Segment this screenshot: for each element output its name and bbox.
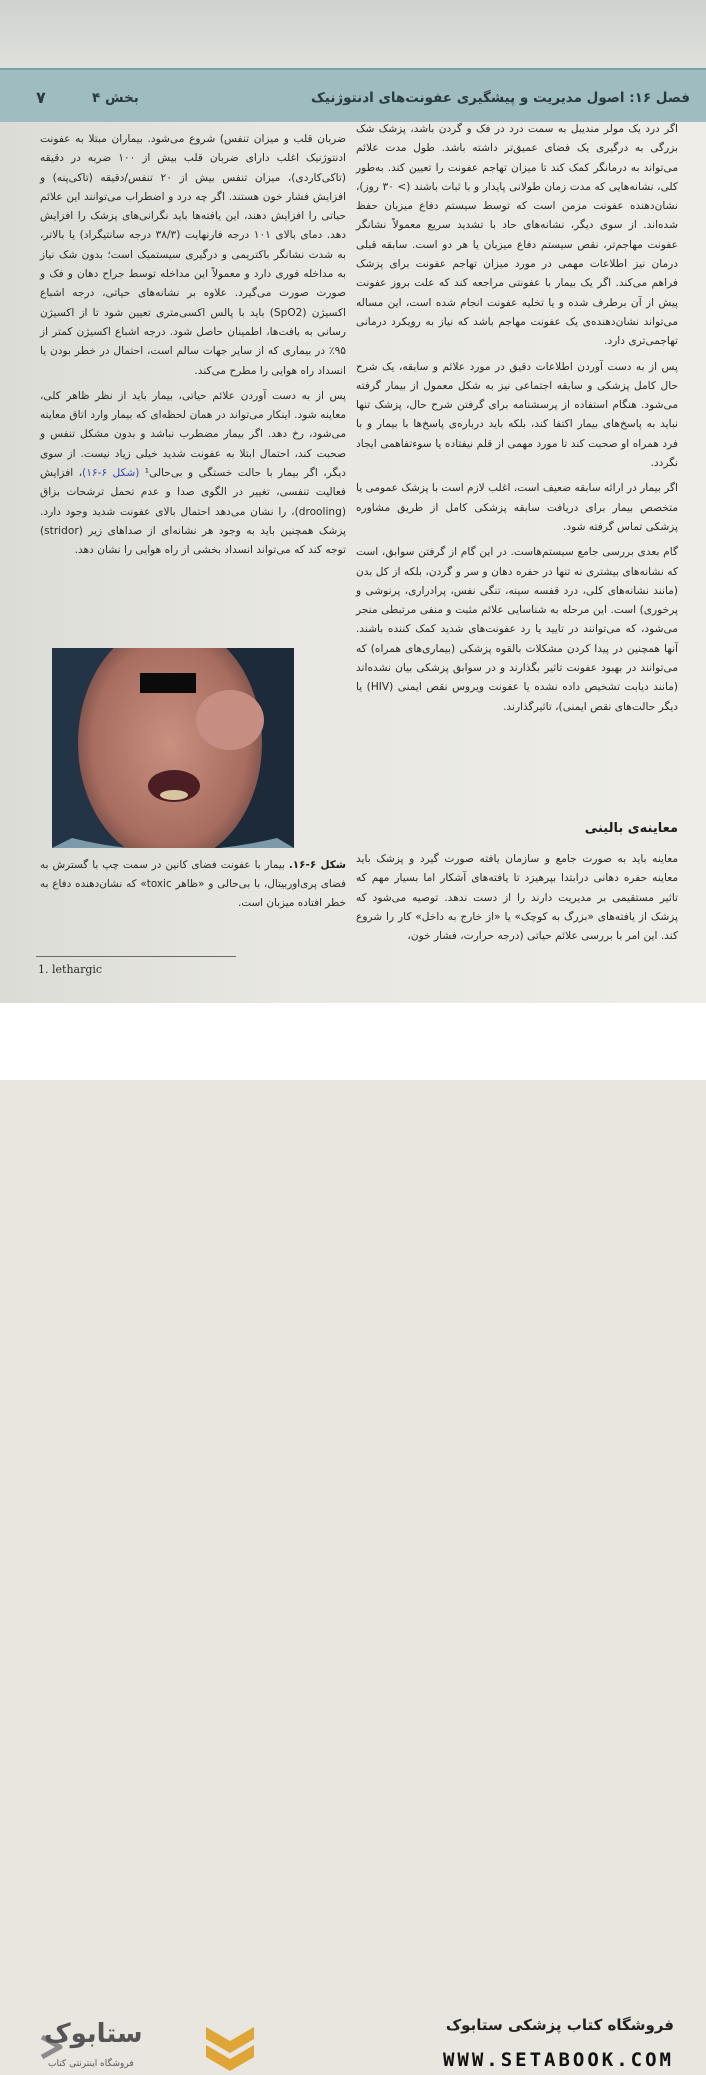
footnote: 1. lethargic xyxy=(38,963,103,976)
caption-text: بیمار با عفونت فضای کانین در سمت چپ با گسترش به فضای پری‌اوربیتال، با بی‌حالی و «ظاهر toxic» که نشان‌دهنده دفاع به خطر افتاده میزبان است. xyxy=(40,859,346,909)
shop-name: فروشگاه کتاب پزشکی ستابوک xyxy=(445,2016,674,2034)
watermark-banner xyxy=(0,1003,706,2071)
shop-url-link[interactable]: WWW.SETABOOK.COM xyxy=(442,2049,674,2071)
part-label: بخش ۴ xyxy=(92,90,139,106)
page-number: ۷ xyxy=(36,88,46,107)
left-column xyxy=(40,130,346,567)
footnote-divider xyxy=(36,956,236,957)
paragraph: ضربان قلب و میزان تنفس) شروع می‌شود. بیماران مبتلا به عفونت ادنتوژنیک اغلب دارای ضربان قلب بیش از ۱۰۰ ضربه در دقیقه (تاکی‌کاردی)، میزان تنفس بیش از ۲۰ تنفس/دقیقه (تاکی‌پنه) و افزایش فشار خون هستند. اگر چه درد و اضطراب می‌توانند این علائم حیاتی را افزایش دهند، این یافته‌ها باید نگرانی‌های پزشک را افزایش دهد. دمای بالای ۱۰۱ درجه فارنهایت (۳۸/۳ درجه سانتیگراد) یا بالاتر، به شدت نشانگر باکتریمی و درگیری سیستمیک است؛ بدون شک نیاز به مداخله فوری دارد و معمولاً این مداخله توسط جراح دهان و فک و صورت صورت می‌گیرد. علاوه بر نشانه‌های حیاتی، درجه اشباع اکسیژن (SpO2) باید با پالس اکسی‌متری تعیین شود تا از اکسیژن رسانی به بافت‌ها، اطمینان حاصل شود. درجه اشباع اکسیژن کمتر از ۹۵٪ در بیماری که از سایر جهات سالم است، احتمال در خطر بودن یا انسداد راه هوایی را مطرح می‌کند. xyxy=(40,133,347,377)
chapter-header xyxy=(0,68,706,122)
right-column xyxy=(356,120,678,723)
logo-wordmark: ستابوک xyxy=(44,2019,143,2049)
book-page xyxy=(0,0,706,1003)
paragraph: اگر درد یک مولر مندیبل به سمت درد در فک و گردن باشد، پزشک شک بزرگی به درگیری یک فضای عمیق‌تر داشته باشد. طول مدت علائم می‌تواند به درمانگر کمک کند تا میزان تهاجم عفونت را تعیین کند. به‌طور کلی، نشانه‌هایی که مدت زمان طولانی پایدار و با ثبات باشند (> ۳۰ روز)، نشان‌دهنده عفونت مزمن است که توسط سیستم دفاع میزبان حفظ شده‌اند. از سوی دیگر، نشانه‌های حاد با تشدید سریع معمولاً نشانگر عفونت مهاجم‌تر، نقص سیستم دفاع میزبان یا هر دو است. سابقه قبلی درمان نیز اطلاعات مهمی در مورد میزان تهاجم عفونت برای پزشک فراهم می‌کند. اگر یک بیمار با عفونتی مراجعه کند که علت بروز عفونت پیش از آن برطرف شده و یا تخلیه عفونت انجام شده است، این مساله می‌تواند نشان‌دهنده‌ی یک عفونت مهاجم باشد که نیاز به رویکرد درمانی تهاجمی‌تری دارد. xyxy=(356,123,678,348)
chapter-title: فصل ۱۶: اصول مدیریت و پیشگیری عفونت‌های ادنتوژنیک xyxy=(310,90,690,106)
paragraph: گام بعدی بررسی جامع سیستم‌هاست. در این گام از گرفتن سوابق، است که نشانه‌های بیشتری نه تنها در حفره دهان و سر و گردن، بلکه از کل بدن (مانند نشانه‌های کلی، درد قفسه سینه، تنگی نفس، پرادراری، پرنوشی و پرخوری) است. این مرحله به شناسایی علائم مثبت و منفی مرتبطی منجر می‌شود، که می‌توانند در تایید یا رد عفونت‌های شدید کمک کننده باشند. آنها همچنین در پیدا کردن مشکلات بالقوه پزشکی (بیماری‌های همراه) که می‌توانند در بهبود عفونت تاثیر بگذارند و در سوابق پزشکی بیان نشده‌اند (مانند دیابت تشخیص داده نشده یا عفونت ویروس نقص ایمنی (HIV) یا دیگر حالت‌های نقص ایمنی)، تاثیرگذارند. xyxy=(356,546,678,713)
logo-subtitle: فروشگاه اینترنتی کتاب xyxy=(48,2059,134,2069)
paragraph: پس از به دست آوردن اطلاعات دقیق در مورد علائم و سابقه، یک شرح حال کامل پزشکی و سابقه اجتماعی نیز به شکل معمول از بیمار گرفته می‌شود. هنگام استفاده از پرسشنامه برای گرفتن شرح حال، پزشک تنها نباید به پاسخ‌های بیمار اکتفا کند، بلکه باید درباره‌ی پاسخ‌ها با بیمار و با فرد همراه او صحبت کند تا مورد مهمی از قلم نیفتاده یا سوءتفاهمی ایجاد نگردد. xyxy=(356,360,678,470)
paragraph: معاینه باید به صورت جامع و سازمان یافته صورت گیرد و پزشک باید معاینه حفره دهانی درابتدا بپرهیزد تا یافته‌های آشکار اما بسیار مهم که تاثیر مستقیمی بر مدیریت دارند را از دست ندهد. توصیه می‌شود که پزشک از یافته‌های «بزرگ به کوچک» یا «از خارج به داخل» کار را شروع کند. این امر با بررسی علائم حیاتی (درجه حرارت، فشار خون، xyxy=(356,853,678,943)
figure-reference-link[interactable]: (شکل ۶-۱۶) xyxy=(82,467,140,480)
section-title: معاینه‌ی بالینی xyxy=(584,821,678,836)
figure-caption xyxy=(40,856,346,913)
page-top-margin xyxy=(0,0,706,68)
figure-label: شکل ۶-۱۶. xyxy=(288,859,346,871)
text-run: پس از به دست آوردن علائم حیاتی، بیمار باید از نظر ظاهر کلی، معاینه شود. اینکار می‌تواند در همان لحظه‌ای که بیمار وارد اتاق معاینه می‌شود، رخ دهد. اگر بیمار مضطرب نباشد و بدون مشکل تنفس و صحبت کند، احتمال ابتلا به عفونت شدید خیلی زیاد نیست. از سوی دیگر، اگر بیمار با حالت خستگی و بی‌حالی¹ xyxy=(40,389,346,480)
right-column-bottom xyxy=(356,850,678,952)
paragraph: اگر بیمار در ارائه سابقه ضعیف است، اغلب لازم است با پزشک عمومی یا متخصص بیمار برای دریافت سابقه پزشکی کامل از طریق مشاوره پزشکی تماس گرفته شود. xyxy=(356,482,678,533)
text-run: ، افزایش فعالیت تنفسی، تغییر در الگوی صدا و عدم تحمل ترشحات بزاق (drooling)، را نشان می‌دهد احتمال بالای عفونت شدید وجود دارد. پزشک همچنین باید به وجود هر نشانه‌ای از صداهای زیر (stridor) توجه کند که می‌تواند انسداد بخشی از راه هوایی را نشان دهد. xyxy=(40,467,346,557)
paragraph xyxy=(40,387,346,561)
clinical-photo xyxy=(52,648,294,848)
